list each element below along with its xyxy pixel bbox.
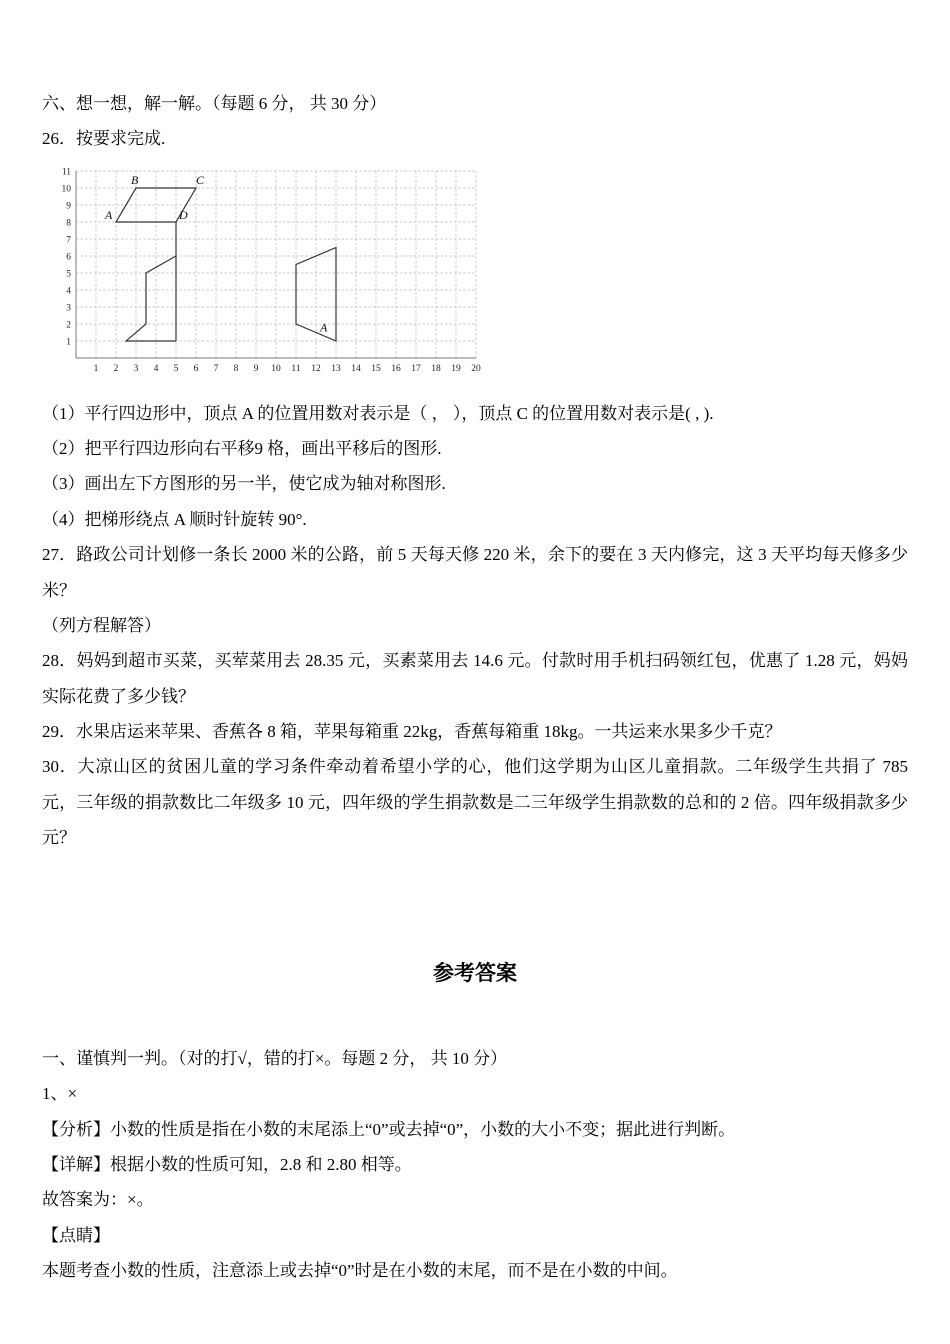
answer-item-1: 1、× — [42, 1084, 78, 1104]
svg-text:19: 19 — [451, 363, 461, 374]
svg-text:3: 3 — [66, 303, 71, 314]
section-six-heading: 六、想一想，解一解。（每题 6 分， 共 30 分） — [42, 94, 387, 113]
svg-text:18: 18 — [431, 363, 441, 374]
svg-text:A: A — [320, 320, 328, 335]
svg-text:A: A — [105, 207, 113, 222]
svg-text:C: C — [196, 172, 205, 187]
svg-text:2: 2 — [66, 320, 71, 331]
grid-chart — [48, 165, 490, 377]
answer-detail: 【详解】根据小数的性质可知，2.8 和 2.80 相等。 — [42, 1154, 412, 1174]
svg-text:4: 4 — [66, 286, 71, 297]
svg-text:9: 9 — [66, 201, 71, 212]
answer-tip: 本题考查小数的性质，注意添上或去掉“0”时是在小数的末尾，而不是在小数的中间。 — [42, 1260, 678, 1280]
question-30: 30．大凉山区的贫困儿童的学习条件牵动着希望小学的心，他们这学期为山区儿童捐款。二年级学生共捐了 785 元，三年级的捐款数比二年级多 10 元，四年级的学生捐款数是二三年级学生捐款数的总和的 2 倍。四年级捐款多少元？ — [42, 757, 908, 848]
q26-part-3: （3）画出左下方图形的另一半，使它成为轴对称图形. — [42, 474, 446, 494]
answer-conclusion: 故答案为：×。 — [42, 1190, 154, 1210]
svg-text:7: 7 — [213, 363, 219, 374]
svg-text:16: 16 — [391, 363, 401, 374]
question-27-note: （列方程解答） — [42, 615, 161, 635]
svg-text:14: 14 — [351, 363, 361, 374]
svg-text:11: 11 — [291, 363, 301, 374]
svg-text:D: D — [179, 207, 188, 222]
question-26-label: 26．按要求完成. — [42, 129, 166, 149]
coordinate-grid-figure — [48, 165, 908, 382]
svg-text:B: B — [131, 172, 139, 187]
svg-text:12: 12 — [311, 363, 321, 374]
svg-text:5: 5 — [173, 363, 179, 374]
svg-text:6: 6 — [193, 363, 199, 374]
question-29: 29．水果店运来苹果、香蕉各 8 箱，苹果每箱重 22kg，香蕉每箱重 18kg。一共运来水果多少千克？ — [42, 721, 782, 741]
svg-text:10: 10 — [61, 184, 71, 195]
answers-title: 参考答案 — [433, 961, 517, 986]
svg-text:2: 2 — [113, 363, 119, 374]
svg-text:8: 8 — [233, 363, 239, 374]
answer-tip-label: 【点睛】 — [42, 1225, 110, 1245]
svg-text:8: 8 — [66, 218, 71, 229]
svg-text:13: 13 — [331, 363, 341, 374]
q26-part-1: （1）平行四边形中，顶点 A 的位置用数对表示是（ ， ），顶点 C 的位置用数对表示是( , ). — [42, 403, 714, 423]
svg-text:15: 15 — [371, 363, 381, 374]
svg-text:20: 20 — [471, 363, 481, 374]
svg-text:1: 1 — [93, 363, 99, 374]
svg-text:3: 3 — [133, 363, 139, 374]
svg-text:7: 7 — [66, 235, 71, 246]
svg-text:10: 10 — [271, 363, 281, 374]
svg-text:6: 6 — [66, 252, 71, 263]
svg-text:4: 4 — [153, 363, 159, 374]
q26-part-2: （2）把平行四边形向右平移9 格，画出平移后的图形. — [42, 439, 442, 459]
svg-text:11: 11 — [61, 167, 71, 178]
svg-text:1: 1 — [66, 337, 71, 348]
svg-text:5: 5 — [66, 269, 71, 280]
q26-part-4: （4）把梯形绕点 A 顺时针旋转 90°. — [42, 509, 307, 529]
answer-analysis: 【分析】小数的性质是指在小数的末尾添上“0”或去掉“0”，小数的大小不变；据此进行判断。 — [42, 1119, 736, 1139]
svg-text:9: 9 — [253, 363, 259, 374]
answer-section-one-heading: 一、谨慎判一判。（对的打√，错的打×。每题 2 分， 共 10 分） — [42, 1048, 508, 1068]
question-27: 27．路政公司计划修一条长 2000 米的公路，前 5 天每天修 220 米，余下的要在 3 天内修完，这 3 天平均每天修多少米？ — [42, 545, 908, 600]
svg-text:17: 17 — [411, 363, 421, 374]
question-28: 28．妈妈到超市买菜，买荤菜用去 28.35 元，买素菜用去 14.6 元。付款时用手机扫码领红包，优惠了 1.28 元，妈妈实际花费了多少钱？ — [42, 651, 908, 706]
